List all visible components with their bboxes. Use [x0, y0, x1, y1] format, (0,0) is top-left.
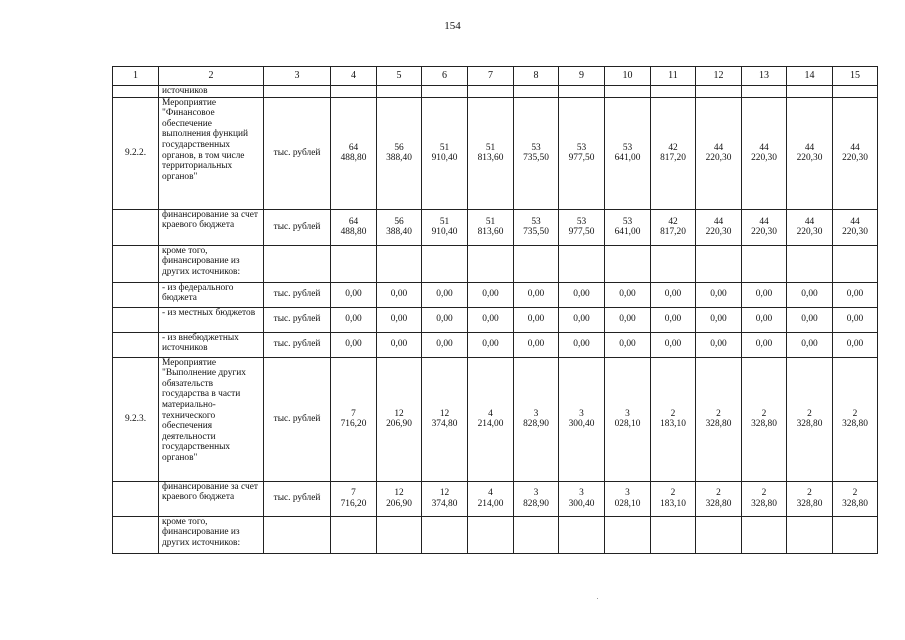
header-cell: 14 — [787, 67, 833, 86]
row-code — [113, 86, 159, 98]
value-cell: 0,00 — [514, 332, 559, 357]
value-cell: 12 374,80 — [422, 481, 468, 516]
value-cell — [605, 245, 651, 282]
table-row — [113, 245, 878, 282]
value-cell: 0,00 — [742, 307, 787, 332]
value-cell: 44 220,30 — [696, 209, 742, 245]
value-cell: 53 641,00 — [605, 97, 651, 209]
value-cell: 51 910,40 — [422, 209, 468, 245]
value-cell — [742, 86, 787, 98]
value-cell — [787, 245, 833, 282]
header-cell: 8 — [514, 67, 559, 86]
row-code — [113, 209, 159, 245]
header-cell: 10 — [605, 67, 651, 86]
value-cell: 53 977,50 — [559, 97, 605, 209]
value-cell: 0,00 — [833, 282, 878, 307]
value-cell: 44 220,30 — [787, 97, 833, 209]
row-code — [113, 245, 159, 282]
row-unit — [264, 245, 331, 282]
value-cell: 12 206,90 — [377, 357, 422, 481]
value-cell: 44 220,30 — [742, 97, 787, 209]
value-cell: 44 220,30 — [696, 97, 742, 209]
value-cell: 2 328,80 — [742, 357, 787, 481]
value-cell — [331, 516, 377, 553]
value-cell: 0,00 — [331, 307, 377, 332]
value-cell — [377, 516, 422, 553]
value-cell: 0,00 — [422, 282, 468, 307]
value-cell: 7 716,20 — [331, 357, 377, 481]
value-cell — [742, 516, 787, 553]
value-cell: 0,00 — [742, 332, 787, 357]
table-row — [113, 481, 878, 516]
row-unit — [264, 516, 331, 553]
row-unit: тыс. рублей — [264, 481, 331, 516]
row-code: 9.2.2. — [113, 97, 159, 209]
value-cell: 2 328,80 — [833, 357, 878, 481]
value-cell: 2 328,80 — [787, 481, 833, 516]
value-cell: 3 828,90 — [514, 481, 559, 516]
row-code — [113, 307, 159, 332]
value-cell: 51 813,60 — [468, 209, 514, 245]
table-row — [113, 516, 878, 553]
value-cell: 0,00 — [651, 332, 696, 357]
header-cell: 7 — [468, 67, 514, 86]
value-cell: 0,00 — [696, 332, 742, 357]
header-cell: 1 — [113, 67, 159, 86]
value-cell: 3 300,40 — [559, 357, 605, 481]
value-cell — [696, 245, 742, 282]
value-cell: 0,00 — [696, 307, 742, 332]
value-cell — [468, 245, 514, 282]
value-cell: 42 817,20 — [651, 97, 696, 209]
row-name: Мероприятие "Выполнение других обязательств государства в части материально-технического обеспечения деятельности государственных органов" — [159, 357, 264, 481]
value-cell: 64 488,80 — [331, 97, 377, 209]
value-cell — [514, 86, 559, 98]
value-cell — [331, 245, 377, 282]
value-cell: 3 028,10 — [605, 357, 651, 481]
value-cell — [377, 245, 422, 282]
row-unit — [264, 86, 331, 98]
row-unit: тыс. рублей — [264, 307, 331, 332]
header-cell: 11 — [651, 67, 696, 86]
value-cell: 0,00 — [377, 282, 422, 307]
value-cell: 0,00 — [605, 307, 651, 332]
table-row — [113, 357, 878, 481]
value-cell — [514, 245, 559, 282]
row-unit: тыс. рублей — [264, 357, 331, 481]
row-unit: тыс. рублей — [264, 97, 331, 209]
table-row — [113, 209, 878, 245]
value-cell — [331, 86, 377, 98]
value-cell — [605, 86, 651, 98]
header-cell: 15 — [833, 67, 878, 86]
value-cell — [422, 516, 468, 553]
header-cell: 2 — [159, 67, 264, 86]
value-cell — [651, 86, 696, 98]
value-cell — [696, 516, 742, 553]
value-cell: 0,00 — [331, 332, 377, 357]
value-cell: 0,00 — [331, 282, 377, 307]
value-cell — [422, 86, 468, 98]
value-cell: 12 206,90 — [377, 481, 422, 516]
value-cell — [514, 516, 559, 553]
value-cell: 0,00 — [787, 282, 833, 307]
value-cell — [787, 516, 833, 553]
row-name: финансирование за счет краевого бюджета — [159, 209, 264, 245]
budget-table — [112, 66, 878, 554]
value-cell — [559, 516, 605, 553]
value-cell: 0,00 — [787, 332, 833, 357]
table-row — [113, 97, 878, 209]
value-cell: 3 300,40 — [559, 481, 605, 516]
value-cell — [833, 245, 878, 282]
value-cell — [651, 516, 696, 553]
row-code — [113, 481, 159, 516]
value-cell: 56 388,40 — [377, 97, 422, 209]
page-number: 154 — [444, 20, 461, 32]
value-cell: 3 828,90 — [514, 357, 559, 481]
value-cell: 56 388,40 — [377, 209, 422, 245]
value-cell: 0,00 — [742, 282, 787, 307]
row-name: Мероприятие "Финансовое обеспечение выполнения функций государственных органов, в том числе территориальных органов" — [159, 97, 264, 209]
value-cell: 0,00 — [377, 332, 422, 357]
row-unit: тыс. рублей — [264, 332, 331, 357]
value-cell: 0,00 — [468, 307, 514, 332]
value-cell — [742, 245, 787, 282]
table-row — [113, 307, 878, 332]
value-cell: 0,00 — [833, 307, 878, 332]
value-cell: 0,00 — [833, 332, 878, 357]
row-name: - из местных бюджетов — [159, 307, 264, 332]
value-cell: 51 813,60 — [468, 97, 514, 209]
value-cell — [468, 516, 514, 553]
value-cell: 2 328,80 — [742, 481, 787, 516]
table-row — [113, 86, 878, 98]
header-cell: 5 — [377, 67, 422, 86]
value-cell: 64 488,80 — [331, 209, 377, 245]
value-cell: 44 220,30 — [742, 209, 787, 245]
value-cell — [559, 86, 605, 98]
value-cell: 0,00 — [377, 307, 422, 332]
value-cell: 0,00 — [468, 282, 514, 307]
row-name: кроме того, финансирование из других источников: — [159, 516, 264, 553]
row-name: источников — [159, 86, 264, 98]
row-code: 9.2.3. — [113, 357, 159, 481]
value-cell: 2 328,80 — [833, 481, 878, 516]
value-cell: 0,00 — [651, 307, 696, 332]
row-name: кроме того, финансирование из других источников: — [159, 245, 264, 282]
value-cell: 53 977,50 — [559, 209, 605, 245]
row-code — [113, 516, 159, 553]
value-cell: 53 735,50 — [514, 209, 559, 245]
value-cell — [787, 86, 833, 98]
value-cell: 0,00 — [514, 307, 559, 332]
value-cell: 44 220,30 — [833, 97, 878, 209]
row-unit: тыс. рублей — [264, 282, 331, 307]
row-code — [113, 332, 159, 357]
value-cell: 53 641,00 — [605, 209, 651, 245]
value-cell — [833, 516, 878, 553]
value-cell: 0,00 — [559, 307, 605, 332]
value-cell: 0,00 — [605, 282, 651, 307]
row-name: - из федерального бюджета — [159, 282, 264, 307]
value-cell: 0,00 — [605, 332, 651, 357]
row-name: - из внебюджетных источников — [159, 332, 264, 357]
table-row — [113, 332, 878, 357]
row-name: финансирование за счет краевого бюджета — [159, 481, 264, 516]
value-cell: 53 735,50 — [514, 97, 559, 209]
value-cell: 0,00 — [559, 332, 605, 357]
value-cell: 2 183,10 — [651, 481, 696, 516]
value-cell: 0,00 — [559, 282, 605, 307]
value-cell: 0,00 — [514, 282, 559, 307]
header-cell: 9 — [559, 67, 605, 86]
row-code — [113, 282, 159, 307]
table-row — [113, 282, 878, 307]
value-cell: 0,00 — [422, 332, 468, 357]
value-cell: 12 374,80 — [422, 357, 468, 481]
value-cell — [605, 516, 651, 553]
value-cell: 42 817,20 — [651, 209, 696, 245]
value-cell: 0,00 — [696, 282, 742, 307]
scan-speck — [597, 598, 598, 599]
value-cell: 44 220,30 — [787, 209, 833, 245]
value-cell: 4 214,00 — [468, 357, 514, 481]
value-cell — [696, 86, 742, 98]
value-cell — [377, 86, 422, 98]
value-cell — [833, 86, 878, 98]
value-cell: 3 028,10 — [605, 481, 651, 516]
value-cell: 0,00 — [787, 307, 833, 332]
table-header-row — [113, 67, 878, 86]
value-cell: 0,00 — [422, 307, 468, 332]
value-cell: 2 328,80 — [696, 481, 742, 516]
value-cell: 4 214,00 — [468, 481, 514, 516]
header-cell: 13 — [742, 67, 787, 86]
value-cell: 0,00 — [651, 282, 696, 307]
row-unit: тыс. рублей — [264, 209, 331, 245]
header-cell: 3 — [264, 67, 331, 86]
value-cell: 51 910,40 — [422, 97, 468, 209]
value-cell: 2 328,80 — [696, 357, 742, 481]
value-cell — [559, 245, 605, 282]
value-cell — [468, 86, 514, 98]
value-cell: 2 183,10 — [651, 357, 696, 481]
value-cell: 7 716,20 — [331, 481, 377, 516]
value-cell: 0,00 — [468, 332, 514, 357]
value-cell: 44 220,30 — [833, 209, 878, 245]
value-cell — [422, 245, 468, 282]
header-cell: 6 — [422, 67, 468, 86]
header-cell: 12 — [696, 67, 742, 86]
value-cell — [651, 245, 696, 282]
header-cell: 4 — [331, 67, 377, 86]
value-cell: 2 328,80 — [787, 357, 833, 481]
